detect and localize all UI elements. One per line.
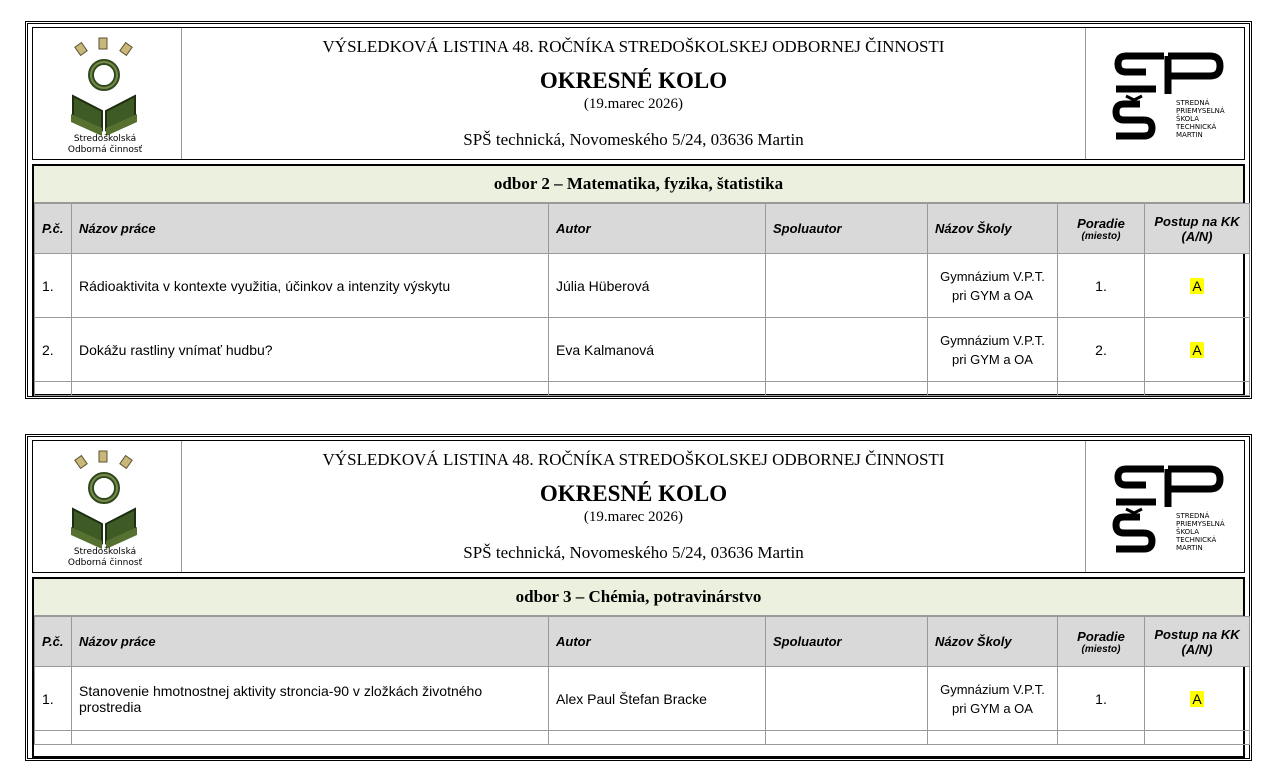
col-header-autor: Autor — [549, 204, 766, 254]
venue-address: SPŠ technická, Novomeského 5/24, 03636 Martin — [463, 130, 804, 149]
col-header-skola: Názov Školy — [928, 617, 1058, 667]
venue-address: SPŠ technická, Novomeského 5/24, 03636 Martin — [463, 543, 804, 562]
poradie-label: Poradie — [1077, 628, 1125, 644]
col-header-postup: Postup na KK (A/N) — [1145, 617, 1250, 667]
poradie-label: Poradie — [1077, 215, 1125, 231]
school-line-2: pri GYM a OA — [952, 351, 1033, 367]
school-line-2: pri GYM a OA — [952, 287, 1033, 303]
cell-postup — [1145, 667, 1250, 731]
sheet-heading: VÝSLEDKOVÁ LISTINA 48. ROČNÍKA STREDOŠKOLSKEJ ODBORNEJ ČINNOSTI — [322, 37, 945, 56]
postup-value: A — [1192, 341, 1202, 358]
section-title: odbor 2 – Matematika, fyzika, štatistika — [34, 166, 1243, 203]
cell-spoluautor — [766, 254, 928, 318]
sps-caption-4: TECHNICKÁ — [1176, 123, 1217, 131]
col-header-pc: P.č. — [35, 617, 72, 667]
col-header-poradie — [1058, 204, 1145, 254]
cell-poradie: 2. — [1058, 318, 1145, 382]
soc-logo — [33, 441, 182, 572]
cell-skola — [928, 318, 1058, 382]
cell-postup — [1145, 318, 1250, 382]
results-sheet-2 — [25, 434, 1252, 761]
postup-value: A — [1192, 690, 1202, 707]
col-header-spoluautor: Spoluautor — [766, 204, 928, 254]
round-date: (19.marec 2026) — [583, 96, 684, 112]
sheet-header — [32, 27, 1245, 160]
table-row — [35, 667, 1250, 731]
sps-caption-5: MARTIN — [1176, 544, 1203, 552]
sps-caption-2: PRIEMYSELNÁ — [1176, 107, 1225, 115]
sps-caption-4: TECHNICKÁ — [1176, 536, 1217, 544]
soc-logo — [33, 28, 182, 159]
col-header-pc: P.č. — [35, 204, 72, 254]
school-line-1: Gymnázium V.P.T. — [940, 332, 1045, 348]
col-header-spoluautor: Spoluautor — [766, 617, 928, 667]
col-header-autor: Autor — [549, 617, 766, 667]
col-header-nazov: Názov práce — [72, 204, 549, 254]
cell-autor: Eva Kalmanová — [549, 318, 766, 382]
cell-autor: Júlia Hüberová — [549, 254, 766, 318]
sheet-header — [32, 440, 1245, 573]
logo-caption-2: Odborná činnosť — [67, 558, 143, 568]
results-sheet-1 — [25, 21, 1252, 399]
table-row — [35, 254, 1250, 318]
col-header-skola: Názov Školy — [928, 204, 1058, 254]
empty-row — [35, 382, 1250, 396]
cell-spoluautor — [766, 667, 928, 731]
school-line-2: pri GYM a OA — [952, 700, 1033, 716]
postup-value: A — [1192, 277, 1202, 294]
sps-caption-2: PRIEMYSELNÁ — [1176, 520, 1225, 528]
round-title: OKRESNÉ KOLO — [539, 481, 728, 506]
cell-poradie: 1. — [1058, 667, 1145, 731]
col-header-poradie — [1058, 617, 1145, 667]
cell-pc: 1. — [35, 254, 72, 318]
empty-row — [35, 731, 1250, 745]
cell-nazov: Dokážu rastliny vnímať hudbu? — [72, 318, 549, 382]
section-title: odbor 3 – Chémia, potravinárstvo — [34, 579, 1243, 616]
col-header-postup: Postup na KK (A/N) — [1145, 204, 1250, 254]
logo-caption-1: Stredoškolská — [73, 547, 137, 557]
sheet-heading: VÝSLEDKOVÁ LISTINA 48. ROČNÍKA STREDOŠKOLSKEJ ODBORNEJ ČINNOSTI — [322, 450, 945, 469]
cell-skola — [928, 667, 1058, 731]
cell-nazov: Rádioaktivita v kontexte využitia, účinkov a intenzity výskytu — [72, 254, 549, 318]
round-date: (19.marec 2026) — [583, 509, 684, 525]
poradie-sublabel: (miesto) — [1081, 230, 1121, 242]
cell-skola — [928, 254, 1058, 318]
cell-autor: Alex Paul Štefan Bracke — [549, 667, 766, 731]
sps-caption-1: STREDNÁ — [1176, 99, 1210, 107]
cell-pc: 1. — [35, 667, 72, 731]
logo-caption-1: Stredoškolská — [73, 134, 137, 144]
sps-caption-3: ŠKOLA — [1176, 528, 1200, 536]
col-header-nazov: Názov práce — [72, 617, 549, 667]
results-table-1 — [32, 164, 1245, 396]
sps-caption-5: MARTIN — [1176, 131, 1203, 139]
results-table-2 — [32, 577, 1245, 758]
cell-poradie: 1. — [1058, 254, 1145, 318]
sps-logo — [1085, 28, 1244, 159]
school-line-1: Gymnázium V.P.T. — [940, 268, 1045, 284]
cell-postup — [1145, 254, 1250, 318]
sps-caption-1: STREDNÁ — [1176, 512, 1210, 520]
cell-pc: 2. — [35, 318, 72, 382]
sps-caption-3: ŠKOLA — [1176, 115, 1200, 123]
cell-spoluautor — [766, 318, 928, 382]
school-line-1: Gymnázium V.P.T. — [940, 681, 1045, 697]
cell-nazov: Stanovenie hmotnostnej aktivity stroncia-90 v zložkách životného prostredia — [72, 667, 549, 731]
poradie-sublabel: (miesto) — [1081, 643, 1121, 655]
logo-caption-2: Odborná činnosť — [67, 145, 143, 155]
sps-logo — [1085, 441, 1244, 572]
table-row — [35, 318, 1250, 382]
round-title: OKRESNÉ KOLO — [539, 68, 728, 93]
